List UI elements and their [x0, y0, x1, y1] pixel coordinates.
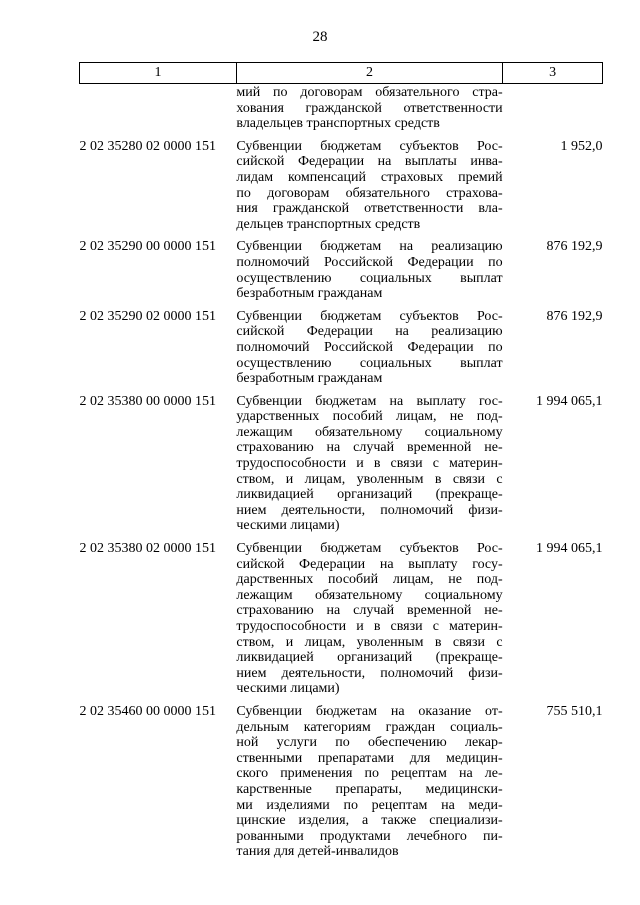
description-line: ликвидацией организаций (прекраще- — [236, 650, 503, 666]
description-line: трудоспособности и в связи с материн- — [236, 619, 503, 634]
budget-code-cell: 2 02 35380 02 0000 151 — [79, 541, 216, 557]
description-cell — [236, 84, 502, 139]
budget-code-cell: 2 02 35290 02 0000 151 — [79, 308, 216, 324]
description-line: ского применения по рецептам на ле- — [236, 766, 503, 782]
description-cell — [236, 541, 502, 704]
description-cell — [236, 309, 502, 394]
description-line: лидам компенсаций страховых премий — [236, 169, 503, 185]
description-line: осуществлению социальных выплат — [236, 270, 503, 286]
column-header-description: 2 — [236, 63, 502, 84]
description-cell — [236, 704, 502, 867]
amount-cell — [503, 84, 603, 139]
description-line: сийской Федерации на выплату госу- — [236, 556, 503, 572]
table-row — [80, 84, 603, 139]
amount-cell: 876 192,9 — [546, 239, 603, 255]
amount-cell: 1 994 065,1 — [536, 393, 603, 409]
description-line: рованными продуктами лечебного пи- — [236, 828, 503, 844]
description-line: ством, и лицам, уволенным в связи с — [236, 634, 503, 650]
description-line: безработным гражданам — [236, 371, 383, 387]
description-line: цинские изделия, а также специализи- — [236, 813, 503, 829]
description-line: ческими лицами) — [236, 681, 340, 697]
budget-code-cell — [80, 84, 237, 139]
description-line: Субвенции бюджетам на выплату гос- — [236, 393, 503, 409]
description-line: дельным категориям граждан социаль- — [236, 719, 503, 735]
description-line: дарственных пособий лицам, не под- — [236, 572, 503, 588]
table-row — [80, 239, 603, 308]
column-header-amount: 3 — [503, 63, 603, 84]
table-row — [80, 394, 603, 541]
description-line: дельцев транспортных средств — [236, 216, 421, 232]
description-line: по договорам обязательного страхова- — [236, 185, 503, 201]
table-body — [80, 84, 603, 867]
description-line: полномочий Российской Федерации по — [236, 254, 503, 270]
budget-code-cell: 2 02 35380 00 0000 151 — [79, 393, 216, 409]
budget-code-cell: 2 02 35460 00 0000 151 — [79, 703, 216, 719]
description-line: ной услуги по обеспечению лекар- — [236, 735, 503, 751]
table-row — [80, 704, 603, 867]
budget-code-cell: 2 02 35280 02 0000 151 — [79, 138, 216, 154]
description-line: карственные препараты, медицински- — [236, 781, 503, 797]
amount-cell: 876 192,9 — [546, 308, 603, 324]
table-row — [80, 541, 603, 704]
amount-cell: 1 952,0 — [560, 138, 603, 154]
description-line: хования гражданской ответственности — [236, 100, 503, 116]
description-cell — [236, 239, 502, 308]
description-line: ственными препаратами для медицин- — [236, 750, 503, 766]
description-line: лежащим обязательному социальному — [236, 587, 503, 603]
page-number: 28 — [312, 29, 328, 45]
description-line: ческими лицами) — [236, 518, 340, 534]
description-line: Субвенции бюджетам на реализацию — [236, 239, 503, 255]
description-line: мий по договорам обязательного стра- — [236, 85, 503, 100]
description-line: полномочий Российской Федерации по — [236, 339, 503, 355]
description-line: сийской Федерации на выплаты инва- — [236, 154, 503, 170]
description-line: Субвенции бюджетам субъектов Рос- — [236, 308, 503, 324]
description-line: сийской Федерации на реализацию — [236, 324, 503, 340]
description-line: трудоспособности и в связи с материн- — [236, 456, 503, 472]
description-line: ликвидацией организаций (прекраще- — [236, 487, 503, 503]
description-cell — [236, 394, 502, 541]
description-line: нием деятельности, полномочий физи- — [236, 502, 503, 518]
description-line: владельцев транспортных средств — [236, 116, 440, 132]
table-row — [80, 309, 603, 394]
description-line: ния гражданской ответственности вла- — [236, 201, 503, 217]
amount-cell: 755 510,1 — [546, 703, 603, 719]
description-line: ми изделиями по рецептам на меди- — [236, 797, 503, 813]
table-header-row — [80, 63, 603, 84]
description-line: страхованию на случай временной не- — [236, 440, 503, 456]
column-header-code: 1 — [80, 63, 237, 84]
description-line: лежащим обязательному социальному — [236, 424, 503, 440]
budget-code-cell: 2 02 35290 00 0000 151 — [79, 239, 216, 255]
table-row — [80, 139, 603, 240]
description-line: ством, и лицам, уволенным в связи с — [236, 471, 503, 487]
budget-table — [79, 62, 603, 867]
description-line: Субвенции бюджетам субъектов Рос- — [236, 541, 503, 557]
description-line: Субвенции бюджетам на оказание от- — [236, 703, 503, 719]
description-cell — [236, 139, 502, 240]
description-line: тания для детей-инвалидов — [236, 844, 399, 860]
amount-cell: 1 994 065,1 — [536, 541, 603, 557]
description-line: нием деятельности, полномочий физи- — [236, 665, 503, 681]
description-line: ударственных пособий лицам, не под- — [236, 409, 503, 425]
description-line: осуществлению социальных выплат — [236, 355, 503, 371]
description-line: Субвенции бюджетам субъектов Рос- — [236, 138, 503, 154]
description-line: безработным гражданам — [236, 286, 383, 302]
description-line: страхованию на случай временной не- — [236, 603, 503, 619]
